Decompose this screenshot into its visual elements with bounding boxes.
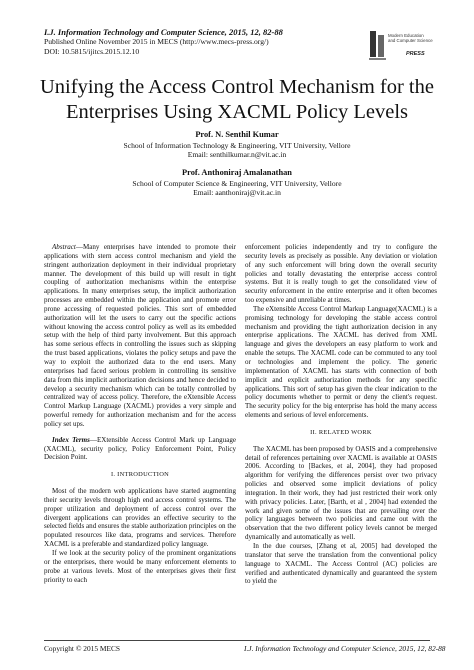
journal-header [44, 27, 344, 56]
index-terms-text: —EXtensible Access Control Mark up Language (XACML), security policy, Policy Enforcement Point, Policy Decision Point. [44, 435, 236, 462]
abstract-text: —Many enterprises have intended to promote their applications with stern access control mechanism and yield the stringent authorization deployment in their individual proprietary manner. The development of this build up will result in tight coupling of authorization mechanisms within the enterprise applications. In many enterprises setup, the implicit authorization processes are embedded within the application and promote error prone accessing of requested policies. This sort of embedded authorization will let the users to carry out the specific actions without knowing the access control policy as well as its embedded setup with the help of third party involvement. But this approach has some serious effects in controlling the issues such as skipping the trust based applications, violates the policy setups and pave the way to exploit the authorized data to the end users. Many enterprises had faced serious problem in controlling its sensitive data from this implicit authorization decisions and hence decided to develop a security mechanism which can be totally controlled by centralized way of access policy. Therefore, the eXtensible Access Control Markup Language (XACML) provides a very simple and powerful remedy for authorization mechanism and for the access policy set ups. [44, 243, 236, 428]
author-email: Email: senthilkumar.n@vit.ac.in [187, 149, 287, 159]
doi-line: DOI: 10.5815/ijitcs.2015.12.10 [44, 46, 140, 56]
author-block [44, 168, 430, 197]
body-paragraph: If we look at the security policy of the prominent organizations or the enterprises, there would be many enforcement elements to probe at various levels. Most of the enterprises gives their first priority to each [44, 549, 236, 584]
body-paragraph: In the due courses, [Zhang et al, 2005] had developed the translator that serve the translation from the conventional policy language to XACML. The Access Control (AC) policies are verified and authenticated dynamically and guaranteed the system to yield the [245, 542, 437, 586]
footer-copyright: Copyright © 2015 MECS [44, 644, 121, 653]
publisher-logo [368, 28, 440, 62]
author-affiliation: School of Computer Science & Engineering, VIT University, Vellore [132, 178, 342, 188]
section-heading-introduction: I. INTRODUCTION [110, 471, 170, 479]
author-name: Prof. Anthoniraj Amalanathan [182, 168, 292, 178]
body-paragraph: The XACML has been proposed by OASIS and a comprehensive detail of references pertaining over XACML is available at OASIS 2006. According to [Backes, et al, 2004], they had proposed algorithm for verifying the differences persist over two privacy policies and observed some implicit deviations of policy integration. In their work, they had just restricted their work only with privacy policies. Later, [Barth, et al , 2004] had extended the work and given some of the issues that are prevailing over the policy languages between two policies and came out with the observation that the two different policy levels cannot be merged dynamically and automatically as well. [245, 444, 437, 542]
journal-title: I.J. Information Technology and Computer Science, 2015, 12, 82-88 [44, 27, 283, 37]
footer-rule [44, 640, 430, 641]
published-line: Published Online November 2015 in MECS (http://www.mecs-press.org/) [44, 37, 269, 46]
logo-press: PRESS [406, 51, 425, 57]
author-block [44, 130, 430, 159]
body-paragraph: Most of the modern web applications have started augmenting their security levels through high end access control systems. The proper utilization and deployment of access control over the divergent applications can provides an effective security to the selected fields and ensures the stable authorization principles on the populated resources like data, programs and services. Therefore XACML is a preferable and standardized policy language. [44, 487, 236, 549]
index-terms [44, 436, 236, 463]
abstract-label: Abstract [52, 243, 76, 251]
mecs-logo-icon [368, 29, 388, 61]
abstract [44, 243, 236, 429]
left-column [44, 243, 236, 584]
logo-line-2: and Computer Science [388, 38, 433, 43]
paper-title [30, 75, 444, 125]
title-line-2: Enterprises Using XACML Policy Levels [65, 101, 408, 123]
body-paragraph: The eXtensible Access Control Markup Language(XACML) is a promising technology for developing the stable access control mechanism and providing the tight authorization decision in any enterprise applications. The XACML has derived from XML language and gives the developers an easy platform to work and enable the setups. The XACML code can be commuted to any tool or technologies and implement the policy. The generic implementation of XACML has starts with connection of both implicit and explicit authorization methods for any specific applications. This sort of setup has given the clear indication to the policy documents whether to permit or deny the client's request. The security policy for the big enterprise has hold the many access elements and serious of level enforcements. [245, 304, 437, 420]
author-list [44, 130, 430, 207]
section-heading-related-work: II. RELATED WORK [310, 428, 372, 436]
body-paragraph: enforcement policies independently and try to configure the security levels as precisely as possible. Any deviation or violation of any such enforcement will bring down the overall security policies and totally devastating the enterprise access control systems. But it is really tough to get the consolidated view of security enforcement in the entire enterprise and it often becomes too expensive and unreliable at times. [245, 243, 437, 305]
logo-text [388, 33, 433, 43]
index-terms-label: Index Terms [52, 435, 90, 444]
footer-citation: I.J. Information Technology and Computer Science, 2015, 12, 82-88 [244, 644, 446, 653]
right-column [245, 243, 437, 586]
author-affiliation: School of Information Technology & Engineering, VIT University, Vellore [123, 140, 351, 150]
title-line-1: Unifying the Access Control Mechanism for the [40, 76, 434, 98]
author-email: Email: aanthoniraj@vit.ac.in [193, 188, 281, 198]
logo-line-1: Modern Education [388, 33, 424, 38]
author-name: Prof. N. Senthil Kumar [195, 130, 279, 139]
